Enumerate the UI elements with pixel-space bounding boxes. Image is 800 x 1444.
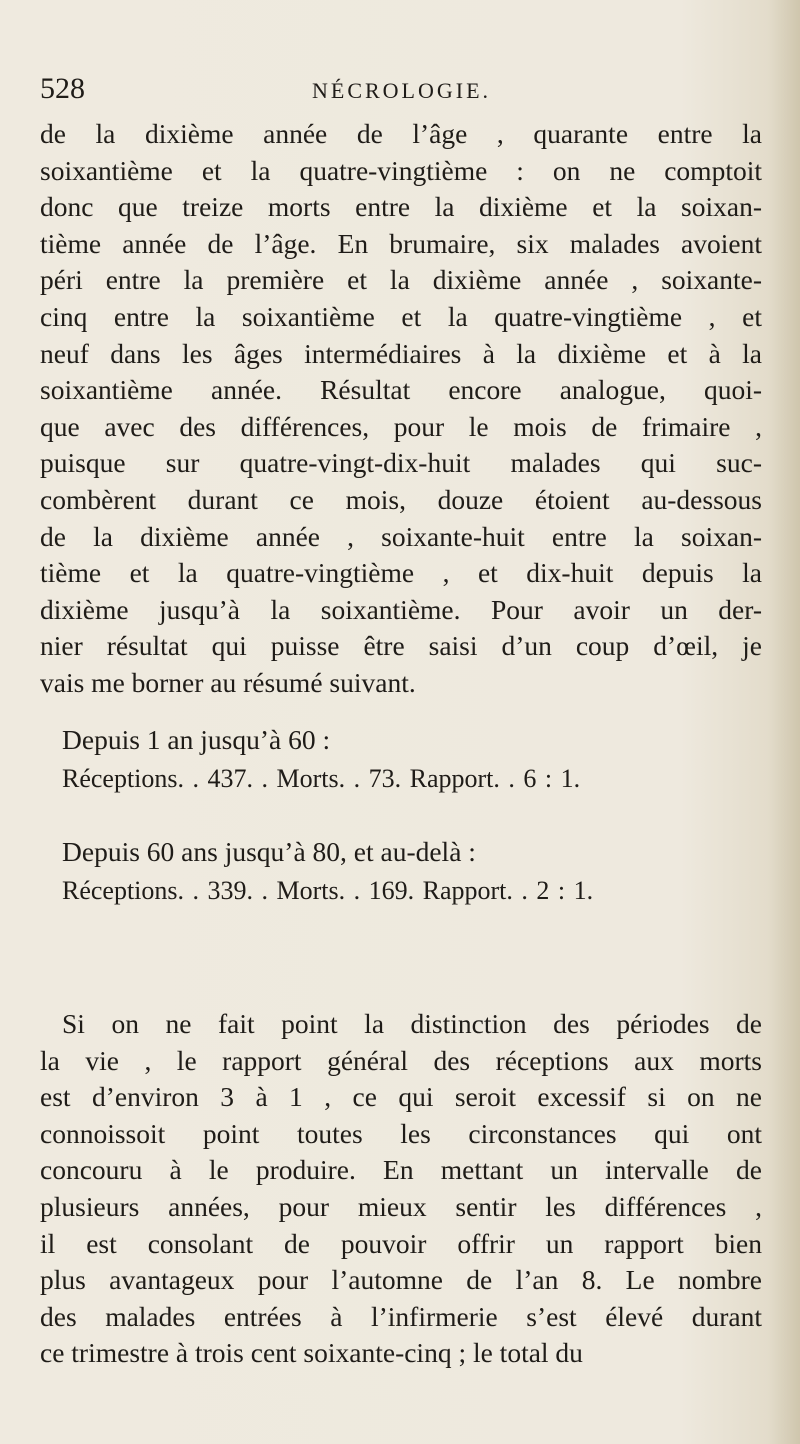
- page-header: [40, 72, 760, 112]
- text-line: péri entre la première et la dixième année , soixante-: [40, 264, 762, 296]
- stats-heading-2: Depuis 60 ans jusqu’à 80, et au-delà :: [62, 836, 476, 867]
- text-line: puisque sur quatre-vingt-dix-huit malades qui suc-: [40, 447, 762, 479]
- text-line: plusieurs années, pour mieux sentir les différences ,: [40, 1190, 762, 1222]
- running-head: NÉCROLOGIE.: [312, 78, 492, 103]
- text-line: soixantième et la quatre-vingtième : on ne comptoit: [40, 154, 762, 186]
- text-line: connoissoit point toutes les circonstances qui ont: [40, 1117, 762, 1149]
- stats-line-1: Réceptions. . 437. . Morts. . 73. Rapport. . 6 : 1.: [62, 764, 581, 793]
- text-line: de la dixième année , soixante-huit entre la soixan-: [40, 520, 762, 552]
- stats-line-2: Réceptions. . 339. . Morts. . 169. Rapport. . 2 : 1.: [62, 876, 594, 905]
- text-line: Si on ne fait point la distinction des périodes de: [62, 1008, 762, 1039]
- text-line: neuf dans les âges intermédiaires à la dixième et à la: [40, 337, 762, 369]
- page-number: 528: [40, 72, 85, 105]
- text-line: de la dixième année de l’âge , quarante entre la: [40, 118, 762, 149]
- text-line: vais me borner au résumé suivant.: [40, 666, 416, 698]
- text-line: ce trimestre à trois cent soixante-cinq ; le total du: [40, 1337, 583, 1369]
- text-line: tième année de l’âge. En brumaire, six malades avoient: [40, 227, 762, 259]
- text-line: cinq entre la soixantième et la quatre-vingtième , et: [40, 300, 762, 332]
- text-line: il est consolant de pouvoir offrir un rapport bien: [40, 1227, 762, 1259]
- text-line: que avec des différences, pour le mois de frimaire ,: [40, 410, 762, 442]
- stats-heading-1: Depuis 1 an jusqu’à 60 :: [62, 724, 331, 755]
- text-line: nier résultat qui puisse être saisi d’un coup d’œil, je: [40, 630, 762, 662]
- text-line: concouru à le produire. En mettant un intervalle de: [40, 1154, 762, 1186]
- text-line: tième et la quatre-vingtième , et dix-huit depuis la: [40, 557, 762, 589]
- text-line: combèrent durant ce mois, douze étoient au-dessous: [40, 483, 762, 515]
- text-line: dixième jusqu’à la soixantième. Pour avoir un der-: [40, 593, 762, 625]
- paragraph-2: [40, 1006, 762, 1372]
- text-line: la vie , le rapport général des réceptions aux morts: [40, 1044, 762, 1076]
- text-line: des malades entrées à l’infirmerie s’est élevé durant: [40, 1300, 762, 1332]
- text-line: est d’environ 3 à 1 , ce qui seroit excessif si on ne: [40, 1081, 762, 1113]
- paragraph-1: [40, 116, 762, 702]
- text-line: soixantième année. Résultat encore analogue, quoi-: [40, 374, 762, 406]
- text-line: donc que treize morts entre la dixième et la soixan-: [40, 191, 762, 223]
- text-line: plus avantageux pour l’automne de l’an 8. Le nombre: [40, 1264, 762, 1296]
